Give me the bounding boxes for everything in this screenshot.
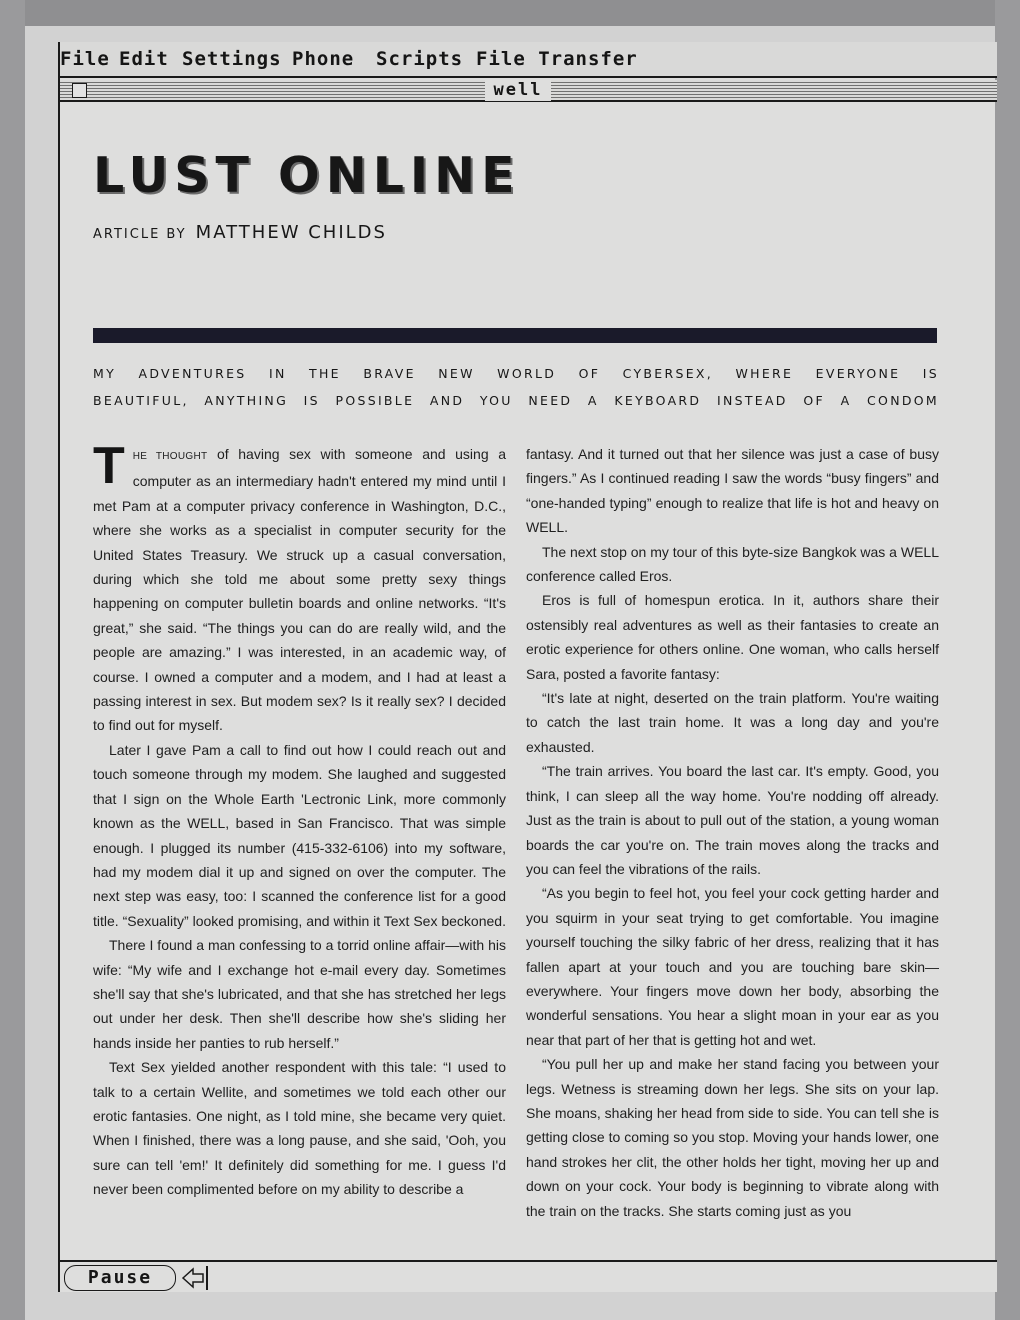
menu-edit[interactable]: Edit [119,48,169,70]
paragraph: “The train arrives. You board the last car. It's empty. Good, you think, I can sleep all the way home. You're nodding off already. Just as the train is about to pull out of the station, a young woman boards the car you're on. The train moves along the tracks and you can feel the vibrations of the rails. [526,763,939,877]
article-headline: LUST ONLINE [93,147,521,204]
window-title-bar[interactable] [60,80,997,102]
menu-bar [60,42,997,78]
paragraph: Text Sex yielded another respondent with this tale: “I used to talk to a certain Wellite, and sometimes we told each other our erotic fantasies. One night, as I told mine, she became very quiet. When I finished, there was a long pause, and she said, 'Ooh, you sure can tell 'em!' It definitely did something for me. I guess I'd never been complimented before on my ability to describe a [93,1059,506,1198]
menu-settings[interactable]: Settings [182,48,282,70]
paragraph: “You pull her up and make her stand facing you between your legs. Wetness is streaming down her legs. She sits on your lap. She moans, shaking her head from side to side. You can tell she is getting close to coming so you stop. Moving your hands lower, one hand strokes her clit, the other holds her tight, moving her up and down on your cock. Your body is beginning to vibrate along with the train on the tracks. She starts coming just as you [526,1056,939,1219]
paragraph: There I found a man confessing to a torrid online affair—with his wife: “My wife and I exchange hot e-mail every day. Sometimes she'll say that she's lubricated, and that she has stretched her legs out under her desk. Then she'll describe how she's sliding her hands inside her panties to rub herself.” [93,937,506,1051]
pause-button[interactable]: Pause [64,1265,176,1291]
paragraph: fantasy. And it turned out that her silence was just a case of busy fingers.” As I continued reading I saw the words “busy fingers” and “one-handed typing” enough to realize that life is hot and heavy on WELL. [526,446,939,536]
deck-line-1: MY ADVENTURES IN THE BRAVE NEW WORLD OF CYBERSEX, WHERE EVERYONE IS [93,366,939,381]
window-title: well [485,80,551,101]
byline-author: MATTHEW CHILDS [195,222,387,243]
heavy-rule [93,328,937,343]
magazine-page [25,0,995,1320]
menu-scripts[interactable]: Scripts [376,48,464,70]
menu-file[interactable]: File [60,48,110,70]
right-column [526,442,939,1223]
byline [93,222,387,243]
article-deck [93,360,939,414]
drop-cap: T [93,437,125,495]
paragraph: “It's late at night, deserted on the train platform. You're waiting to catch the last train home. It was a long day and you're exhausted. [526,690,939,755]
page-top-band [25,0,995,26]
status-divider [206,1266,208,1290]
paragraph: Eros is full of homespun erotica. In it, authors share their ostensibly real adventures as well as their fantasies to create an erotic experience for others online. One woman, who calls herself Sara, posted a favorite fantasy: [526,592,939,682]
close-box-icon[interactable] [72,83,87,98]
paragraph: The next stop on my tour of this byte-size Bangkok was a WELL conference called Eros. [526,543,939,585]
paragraph [93,437,506,738]
terminal-window [58,42,995,1292]
left-column [93,437,506,1202]
paragraph: Later I gave Pam a call to find out how I could reach out and touch someone through my modem. She laughed and suggested that I sign on the Whole Earth 'Lectronic Link, more commonly known as the WELL, based in San Francisco. That was simple enough. I plugged its number (415-332-6106) into my software, had my modem dial it up and signed on over the computer. The next step was easy, too: I scanned the conference list for a good title. “Sexuality” looked promising, and within it Text Sex beckoned. [93,741,506,929]
paragraph: “As you begin to feel hot, you feel your cock getting harder and you squirm in your seat trying to get comfortable. You imagine yourself touching the silky fabric of her dress, realizing that it has fallen apart at your touch and you are touching bare skin—everywhere. Your fingers move down her body, absorbing the wonderful sensations. You hear a slight moan in your ear as you near that part of her that is getting hot and wet. [526,885,939,1048]
menu-file-transfer[interactable]: File Transfer [476,48,638,70]
left-arrow-icon[interactable] [180,1266,206,1290]
byline-prefix: ARTICLE BY [93,227,187,242]
status-bar [60,1260,997,1292]
deck-line-2: BEAUTIFUL, ANYTHING IS POSSIBLE AND YOU NEED A KEYBOARD INSTEAD OF A CONDOM [93,393,939,408]
paragraph-text: of having sex with someone and using a computer as an intermediary hadn't entered my mind until I met Pam at a computer privacy conference in Washington, D.C., where she works as a specialist in computer security for the United States Treasury. We struck up a casual conversation, during which she told me about some pretty sexy things happening on computer bulletin boards and online networks. “It's great,” she said. “The things you can do are really wild, and the people are amazing.” I was interested, in an academic way, of course. I owned a computer and a modem, and I had at least a passing interest in sex. But modem sex? Is it really sex? I decided to find out for myself. [93,446,506,734]
lead-smallcaps: HE THOUGHT [132,451,208,462]
menu-phone[interactable]: Phone [292,48,355,70]
